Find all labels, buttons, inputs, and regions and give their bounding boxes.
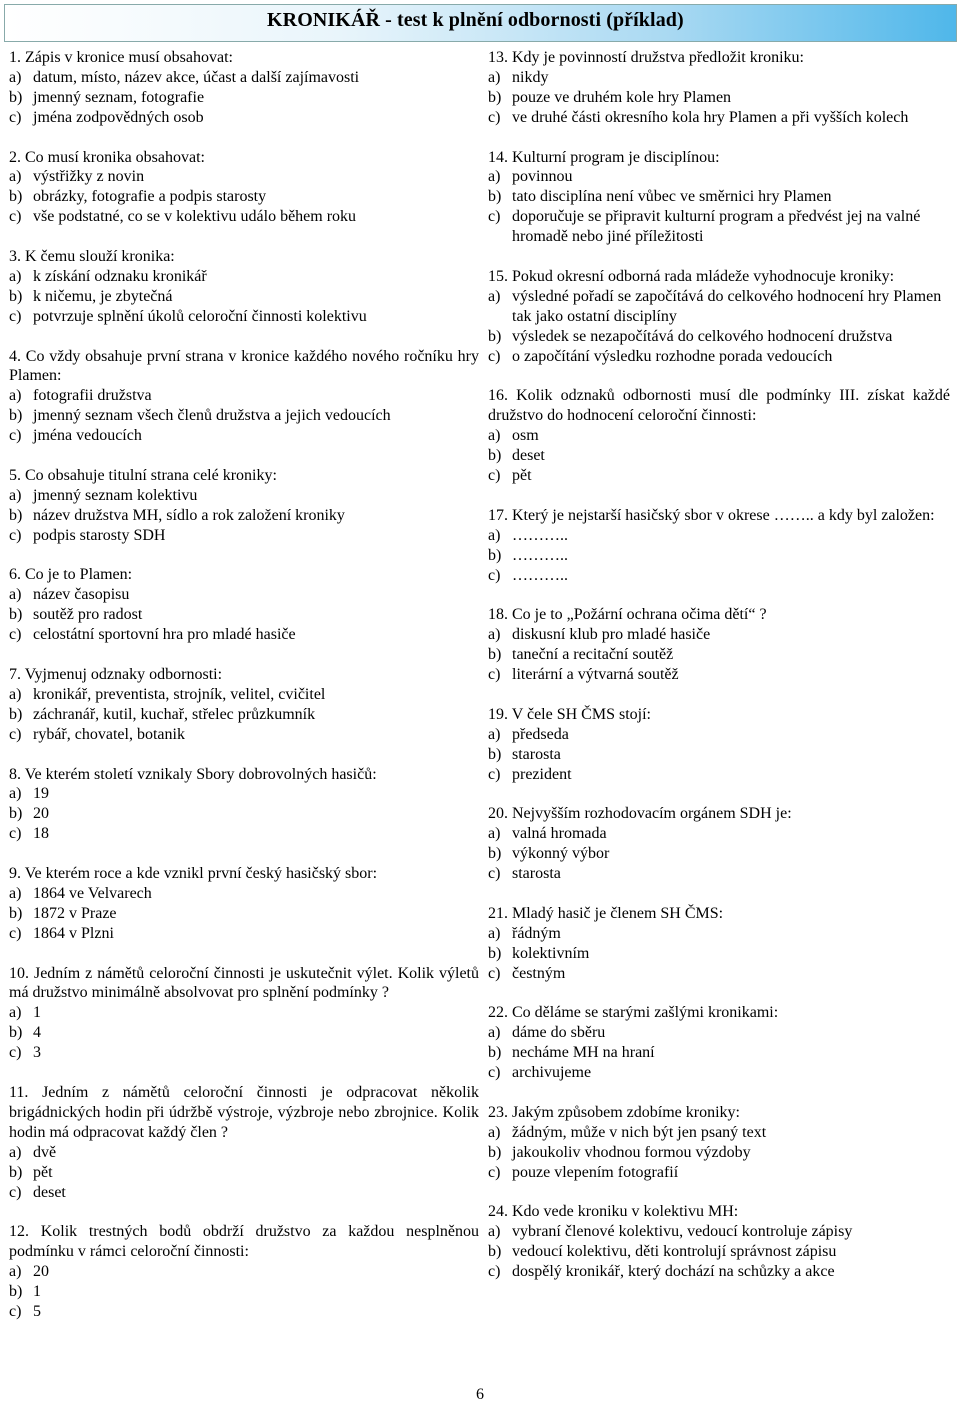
question-text: 24. Kdo vede kroniku v kolektivu MH:	[488, 1203, 739, 1221]
answer-option	[488, 725, 950, 745]
answer-option	[488, 944, 950, 964]
option-letter: b)	[9, 88, 23, 106]
question-text: 13. Kdy je povinností družstva předložit kroniku:	[488, 49, 804, 66]
option-text: valná hromada	[512, 825, 607, 843]
option-text: diskusní klub pro mladé hasiče	[512, 626, 711, 644]
question-block	[488, 506, 950, 586]
answer-option	[9, 924, 479, 944]
option-text: název časopisu	[33, 586, 130, 604]
option-letter: a)	[488, 427, 501, 445]
option-letter: a)	[9, 486, 22, 504]
option-letter: c)	[488, 765, 501, 783]
question-text: 17. Který je nejstarší hasičský sbor v okrese …….. a kdy byl založen:	[488, 506, 935, 524]
question-text: 11. Jedním z námětů celoroční činnosti je odpracovat několik brigádnických hodin při údržbě výstroje, výzbroje nebo zbrojnice. Kolik hodin má odpracovat každý člen ?	[9, 1083, 479, 1141]
answer-option	[488, 108, 950, 128]
answer-option	[488, 665, 950, 685]
option-text: starosta	[512, 745, 561, 763]
question-block	[488, 904, 950, 984]
answer-option	[9, 307, 479, 327]
answer-option	[9, 1262, 479, 1282]
question-text: 9. Ve kterém roce a kde vznikl první český hasičský sbor:	[9, 865, 378, 883]
option-letter: c)	[9, 825, 22, 843]
option-letter: c)	[9, 307, 22, 325]
option-text: 1864 ve Velvarech	[33, 884, 152, 902]
answer-option	[9, 207, 479, 227]
page-title: KRONIKÁŘ - test k plnění odbornosti (příklad)	[267, 9, 684, 31]
answer-option	[488, 924, 950, 944]
option-letter: c)	[488, 566, 501, 584]
option-text: 20	[33, 805, 49, 823]
option-text: obrázky, fotografie a podpis starosty	[33, 188, 267, 206]
question-text: 7. Vyjmenuj odznaky odbornosti:	[9, 666, 223, 683]
option-letter: c)	[488, 208, 501, 226]
answer-option	[9, 68, 479, 88]
option-text: řádným	[512, 924, 561, 942]
answer-option	[488, 1123, 950, 1143]
answer-option	[488, 645, 950, 665]
question-block	[9, 964, 479, 1064]
answer-option	[488, 466, 950, 486]
option-text: jmenný seznam kolektivu	[33, 486, 198, 504]
option-text: vše podstatné, co se v kolektivu událo během roku	[33, 208, 357, 226]
answer-option	[488, 1063, 950, 1083]
question-block	[9, 1083, 479, 1202]
option-letter: c)	[9, 526, 22, 544]
answer-option	[488, 844, 950, 864]
option-text: žádným, může v nich být jen psaný text	[512, 1123, 767, 1141]
answer-option	[488, 287, 950, 327]
option-letter: a)	[488, 526, 501, 544]
answer-option	[9, 705, 479, 725]
option-text: pouze ve druhém kole hry Plamen	[512, 88, 732, 106]
option-letter: c)	[488, 1163, 501, 1181]
option-text: archivujeme	[512, 1064, 592, 1082]
answer-option	[9, 884, 479, 904]
option-letter: b)	[9, 1024, 23, 1042]
question-text: 1. Zápis v kronice musí obsahovat:	[9, 49, 233, 66]
option-text: doporučuje se připravit kulturní program a předvést jej na valné hromadě nebo jiné příležitosti	[512, 208, 921, 246]
option-text: ………..	[512, 566, 568, 584]
answer-option	[9, 1003, 479, 1023]
question-text: 3. K čemu slouží kronika:	[9, 248, 175, 266]
option-letter: b)	[488, 1243, 502, 1261]
question-text: 4. Co vždy obsahuje první strana v kronice každého nového ročníku hry Plamen:	[9, 347, 479, 385]
option-letter: a)	[488, 1223, 501, 1241]
answer-option	[9, 88, 479, 108]
option-letter: c)	[488, 964, 501, 982]
option-letter: b)	[9, 188, 23, 206]
option-text: výsledek se nezapočítává do celkového hodnocení družstva	[512, 327, 893, 345]
answer-option	[488, 167, 950, 187]
answer-option	[9, 585, 479, 605]
answer-option	[9, 725, 479, 745]
option-text: vedoucí kolektivu, děti kontrolují správnost zápisu	[512, 1243, 837, 1261]
answer-option	[9, 167, 479, 187]
option-letter: a)	[488, 924, 501, 942]
option-letter: a)	[488, 825, 501, 843]
option-letter: b)	[9, 805, 23, 823]
answer-option	[488, 765, 950, 785]
answer-option	[9, 406, 479, 426]
option-letter: c)	[488, 347, 501, 365]
option-text: 1872 v Praze	[33, 904, 117, 922]
question-block	[488, 1003, 950, 1083]
option-text: k ničemu, je zbytečná	[33, 287, 173, 305]
option-letter: c)	[9, 108, 22, 126]
option-letter: c)	[9, 208, 22, 226]
option-letter: a)	[488, 1024, 501, 1042]
option-letter: b)	[488, 327, 502, 345]
question-block	[488, 1103, 950, 1183]
question-block	[9, 247, 479, 327]
option-letter: a)	[9, 1004, 22, 1022]
answer-option	[9, 526, 479, 546]
option-letter: a)	[9, 586, 22, 604]
option-text: taneční a recitační soutěž	[512, 646, 674, 664]
question-text: 8. Ve kterém století vznikaly Sbory dobrovolných hasičů:	[9, 765, 377, 783]
answer-option	[9, 108, 479, 128]
answer-option	[9, 287, 479, 307]
option-text: povinnou	[512, 168, 573, 186]
option-text: o započítání výsledku rozhodne porada vedoucích	[512, 347, 833, 365]
option-letter: a)	[9, 685, 22, 703]
answer-option	[488, 347, 950, 367]
question-block	[488, 148, 950, 248]
option-text: čestným	[512, 964, 566, 982]
option-text: pouze vlepením fotografií	[512, 1163, 679, 1181]
question-block	[9, 665, 479, 745]
question-block	[488, 386, 950, 486]
question-text: 12. Kolik trestných bodů obdrží družstvo za každou nesplněnou podmínku v rámci celoroční činnosti:	[9, 1223, 479, 1261]
answer-option	[488, 88, 950, 108]
question-block	[9, 148, 479, 228]
left-column	[9, 48, 479, 1342]
option-letter: a)	[9, 387, 22, 405]
option-text: jakoukoliv vhodnou formou výzdoby	[512, 1143, 751, 1161]
option-letter: b)	[9, 506, 23, 524]
question-block	[488, 48, 950, 128]
answer-option	[488, 824, 950, 844]
answer-option	[9, 804, 479, 824]
question-block	[488, 1202, 950, 1282]
option-letter: a)	[488, 168, 501, 186]
answer-option	[9, 1302, 479, 1322]
answer-option	[488, 327, 950, 347]
answer-option	[9, 1282, 479, 1302]
option-letter: c)	[9, 725, 22, 743]
right-column	[488, 48, 950, 1302]
answer-option	[9, 486, 479, 506]
option-text: výstřižky z novin	[33, 168, 145, 186]
answer-option	[488, 426, 950, 446]
page-number: 6	[476, 1386, 484, 1403]
option-text: deset	[33, 1183, 66, 1201]
answer-option	[488, 1222, 950, 1242]
option-text: vybraní členové kolektivu, vedoucí kontroluje zápisy	[512, 1223, 853, 1241]
question-block	[488, 804, 950, 884]
answer-option	[488, 187, 950, 207]
option-text: kolektivním	[512, 944, 590, 962]
option-text: fotografii družstva	[33, 387, 152, 405]
option-letter: b)	[488, 1044, 502, 1062]
answer-option	[488, 546, 950, 566]
answer-option	[488, 1262, 950, 1282]
option-letter: c)	[9, 1183, 22, 1201]
question-text: 21. Mladý hasič je členem SH ČMS:	[488, 904, 724, 922]
question-text: 20. Nejvyšším rozhodovacím orgánem SDH je:	[488, 805, 792, 823]
option-text: deset	[512, 447, 545, 465]
option-text: pět	[512, 466, 532, 484]
option-text: starosta	[512, 865, 561, 883]
option-letter: c)	[9, 924, 22, 942]
answer-option	[9, 1043, 479, 1063]
option-letter: b)	[9, 1283, 23, 1301]
option-text: tato disciplína není vůbec ve směrnici hry Plamen	[512, 188, 832, 206]
option-text: 1	[33, 1004, 41, 1022]
option-letter: a)	[9, 1143, 22, 1161]
option-letter: a)	[488, 1123, 501, 1141]
option-letter: b)	[9, 1163, 23, 1181]
answer-option	[488, 1163, 950, 1183]
option-letter: a)	[9, 68, 22, 86]
option-text: 1	[33, 1283, 41, 1301]
option-text: 19	[33, 785, 49, 803]
question-block	[9, 466, 479, 546]
option-letter: a)	[9, 267, 22, 285]
option-letter: c)	[488, 865, 501, 883]
option-text: ………..	[512, 526, 568, 544]
answer-option	[9, 426, 479, 446]
answer-option	[488, 526, 950, 546]
answer-option	[488, 864, 950, 884]
question-block	[9, 765, 479, 845]
answer-option	[9, 1163, 479, 1183]
answer-option	[488, 1242, 950, 1262]
option-text: nikdy	[512, 68, 549, 86]
option-text: kronikář, preventista, strojník, velitel, cvičitel	[33, 685, 326, 703]
option-text: jména zodpovědných osob	[33, 108, 204, 126]
answer-option	[488, 207, 950, 247]
answer-option	[488, 1143, 950, 1163]
option-text: název družstva MH, sídlo a rok založení kroniky	[33, 506, 345, 524]
option-text: výkonný výbor	[512, 845, 610, 863]
option-letter: a)	[9, 168, 22, 186]
answer-option	[9, 267, 479, 287]
answer-option	[9, 1143, 479, 1163]
option-letter: a)	[9, 884, 22, 902]
option-text: výsledné pořadí se započítává do celkového hodnocení hry Plamen tak jako ostatní disciplíny	[512, 287, 942, 325]
option-text: pět	[33, 1163, 53, 1181]
option-letter: c)	[9, 427, 22, 445]
option-text: předseda	[512, 725, 569, 743]
option-letter: a)	[488, 68, 501, 86]
answer-option	[9, 685, 479, 705]
option-letter: b)	[9, 606, 23, 624]
question-block	[9, 864, 479, 944]
page-header	[4, 4, 957, 42]
option-letter: b)	[488, 188, 502, 206]
option-text: jména vedoucích	[33, 427, 142, 445]
option-text: jmenný seznam všech členů družstva a jejich vedoucích	[33, 407, 391, 425]
answer-option	[488, 446, 950, 466]
option-text: k získání odznaku kronikář	[33, 267, 207, 285]
answer-option	[9, 1023, 479, 1043]
answer-option	[488, 1043, 950, 1063]
option-text: datum, místo, název akce, účast a další zajímavosti	[33, 68, 360, 86]
question-block	[9, 565, 479, 645]
option-letter: c)	[488, 1064, 501, 1082]
option-letter: c)	[488, 666, 501, 684]
option-letter: c)	[488, 108, 501, 126]
option-letter: b)	[9, 407, 23, 425]
option-text: ve druhé části okresního kola hry Plamen a při vyšších kolech	[512, 108, 909, 126]
answer-option	[488, 68, 950, 88]
answer-option	[488, 964, 950, 984]
option-text: jmenný seznam, fotografie	[33, 88, 205, 106]
question-text: 16. Kolik odznaků odbornosti musí dle podmínky III. získat každé družstvo do hodnocení celoroční činnosti:	[488, 387, 950, 425]
question-text: 10. Jedním z námětů celoroční činnosti je uskutečnit výlet. Kolik výletů má družstvo minimálně absolvovat pro splnění podmínky ?	[9, 964, 479, 1002]
option-letter: b)	[488, 546, 502, 564]
option-text: 1864 v Plzni	[33, 924, 114, 942]
answer-option	[9, 1183, 479, 1203]
question-text: 15. Pokud okresní odborná rada mládeže vyhodnocuje kroniky:	[488, 267, 895, 285]
option-text: celostátní sportovní hra pro mladé hasiče	[33, 626, 296, 644]
option-letter: a)	[9, 785, 22, 803]
option-text: literární a výtvarná soutěž	[512, 666, 679, 684]
question-text: 5. Co obsahuje titulní strana celé kroniky:	[9, 466, 277, 484]
option-text: 5	[33, 1302, 41, 1320]
option-text: dospělý kronikář, který dochází na schůzky a akce	[512, 1263, 835, 1281]
option-text: necháme MH na hraní	[512, 1044, 655, 1062]
option-text: osm	[512, 427, 539, 445]
option-text: 4	[33, 1024, 41, 1042]
option-letter: c)	[9, 1302, 22, 1320]
answer-option	[9, 904, 479, 924]
option-text: 18	[33, 825, 49, 843]
option-letter: c)	[9, 626, 22, 644]
answer-option	[488, 1023, 950, 1043]
question-text: 6. Co je to Plamen:	[9, 566, 133, 584]
question-block	[488, 705, 950, 785]
option-letter: a)	[9, 1263, 22, 1281]
option-letter: b)	[9, 904, 23, 922]
question-block	[488, 605, 950, 685]
option-letter: b)	[488, 1143, 502, 1161]
question-text: 14. Kulturní program je disciplínou:	[488, 148, 720, 166]
option-text: dáme do sběru	[512, 1024, 606, 1042]
question-text: 2. Co musí kronika obsahovat:	[9, 148, 205, 166]
answer-option	[488, 745, 950, 765]
question-block	[9, 48, 479, 128]
option-letter: b)	[488, 944, 502, 962]
answer-option	[9, 625, 479, 645]
option-letter: b)	[488, 646, 502, 664]
option-text: soutěž pro radost	[33, 606, 143, 624]
answer-option	[488, 625, 950, 645]
option-letter: c)	[488, 1263, 501, 1281]
option-text: rybář, chovatel, botanik	[33, 725, 185, 743]
question-text: 19. V čele SH ČMS stojí:	[488, 705, 651, 723]
option-text: prezident	[512, 765, 572, 783]
option-letter: b)	[488, 745, 502, 763]
option-letter: b)	[488, 845, 502, 863]
option-text: 3	[33, 1044, 41, 1062]
option-letter: a)	[488, 725, 501, 743]
question-block	[9, 1222, 479, 1322]
option-text: dvě	[33, 1143, 57, 1161]
question-text: 23. Jakým způsobem zdobíme kroniky:	[488, 1103, 740, 1121]
option-letter: b)	[9, 705, 23, 723]
option-letter: b)	[488, 88, 502, 106]
option-letter: b)	[9, 287, 23, 305]
answer-option	[488, 566, 950, 586]
option-text: 20	[33, 1263, 49, 1281]
option-text: podpis starosty SDH	[33, 526, 166, 544]
answer-option	[9, 605, 479, 625]
question-block	[488, 267, 950, 367]
option-letter: c)	[488, 466, 501, 484]
question-text: 18. Co je to „Požární ochrana očima dětí“ ?	[488, 606, 767, 624]
answer-option	[9, 824, 479, 844]
answer-option	[9, 187, 479, 207]
option-text: záchranář, kutil, kuchař, střelec průzkumník	[33, 705, 316, 723]
answer-option	[9, 386, 479, 406]
question-text: 22. Co děláme se starými zašlými kronikami:	[488, 1004, 779, 1022]
option-letter: a)	[488, 626, 501, 644]
question-block	[9, 347, 479, 447]
option-text: potvrzuje splnění úkolů celoroční činnosti kolektivu	[33, 307, 367, 325]
answer-option	[9, 784, 479, 804]
option-letter: a)	[488, 287, 501, 305]
answer-option	[9, 506, 479, 526]
option-letter: b)	[488, 447, 502, 465]
option-letter: c)	[9, 1044, 22, 1062]
option-text: ………..	[512, 546, 568, 564]
